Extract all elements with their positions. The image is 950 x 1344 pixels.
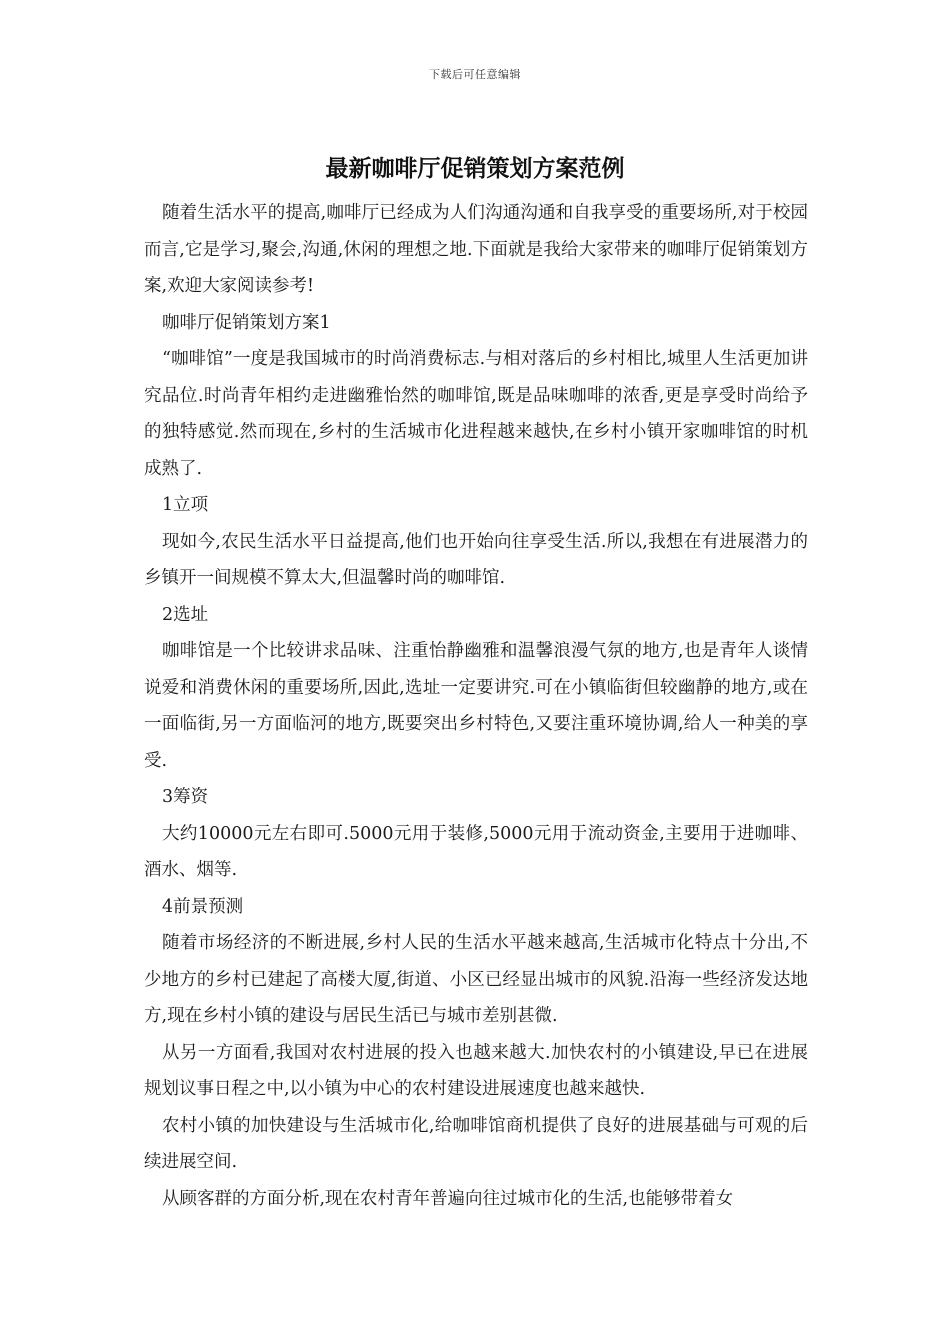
section-heading: 4前景预测	[162, 896, 244, 917]
header-note: 下载后可任意编辑	[429, 68, 521, 81]
paragraph: 随着生活水平的提高,咖啡厅已经成为人们沟通沟通和自我享受的重要场所,对于校园而言,它是学习,聚会,沟通,休闲的理想之地.下面就是我给大家带来的咖啡厅促销策划方案,欢迎大家阅读参考!	[144, 203, 808, 296]
paragraph: 从另一方面看,我国对农村进展的投入也越来越大.加快农村的小镇建设,早已在进展规划议事日程之中,以小镇为中心的农村建设进展速度也越来越快.	[144, 1042, 808, 1099]
paragraph: 咖啡馆是一个比较讲求品味、注重怡静幽雅和温馨浪漫气氛的地方,也是青年人谈情说爱和消费休闲的重要场所,因此,选址一定要讲究.可在小镇临街但较幽静的地方,或在一面临街,另一方面临河的地方,既要突出乡村特色,又要注重环境协调,给人一种美的享受.	[144, 641, 808, 771]
section-heading: 1立项	[162, 495, 209, 515]
paragraph: “咖啡馆”一度是我国城市的时尚消费标志.与相对落后的乡村相比,城里人生活更加讲究品位.时尚青年相约走进幽雅怡然的咖啡馆,既是品味咖啡的浓香,更是享受时尚给予的独特感觉.然而现在,乡村的生活城市化进程越来越快,在乡村小镇开家咖啡馆的时机成熟了.	[144, 349, 808, 479]
paragraph: 大约10000元左右即可.5000元用于装修,5000元用于流动资金,主要用于进咖啡、酒水、烟等.	[144, 823, 808, 880]
section-heading: 2选址	[162, 604, 209, 625]
section-heading: 3筹资	[162, 787, 209, 807]
document-title: 最新咖啡厅促销策划方案范例	[325, 156, 625, 182]
paragraph: 从顾客群的方面分析,现在农村青年普遍向往过城市化的生活,也能够带着女	[162, 1188, 734, 1209]
paragraph: 农村小镇的加快建设与生活城市化,给咖啡馆商机提供了良好的进展基础与可观的后续进展空间.	[144, 1115, 808, 1172]
paragraph: 随着市场经济的不断进展,乡村人民的生活水平越来越高,生活城市化特点十分出,不少地方的乡村已建起了高楼大厦,街道、小区已经显出城市的风貌.沿海一些经济发达地方,现在乡村小镇的建设与居民生活已与城市差别甚微.	[144, 933, 808, 1026]
paragraph: 现如今,农民生活水平日益提高,他们也开始向往享受生活.所以,我想在有进展潜力的乡镇开一间规模不算太大,但温馨时尚的咖啡馆.	[144, 531, 808, 588]
document-body	[144, 195, 808, 1217]
section-heading: 咖啡厅促销策划方案1	[162, 312, 331, 333]
